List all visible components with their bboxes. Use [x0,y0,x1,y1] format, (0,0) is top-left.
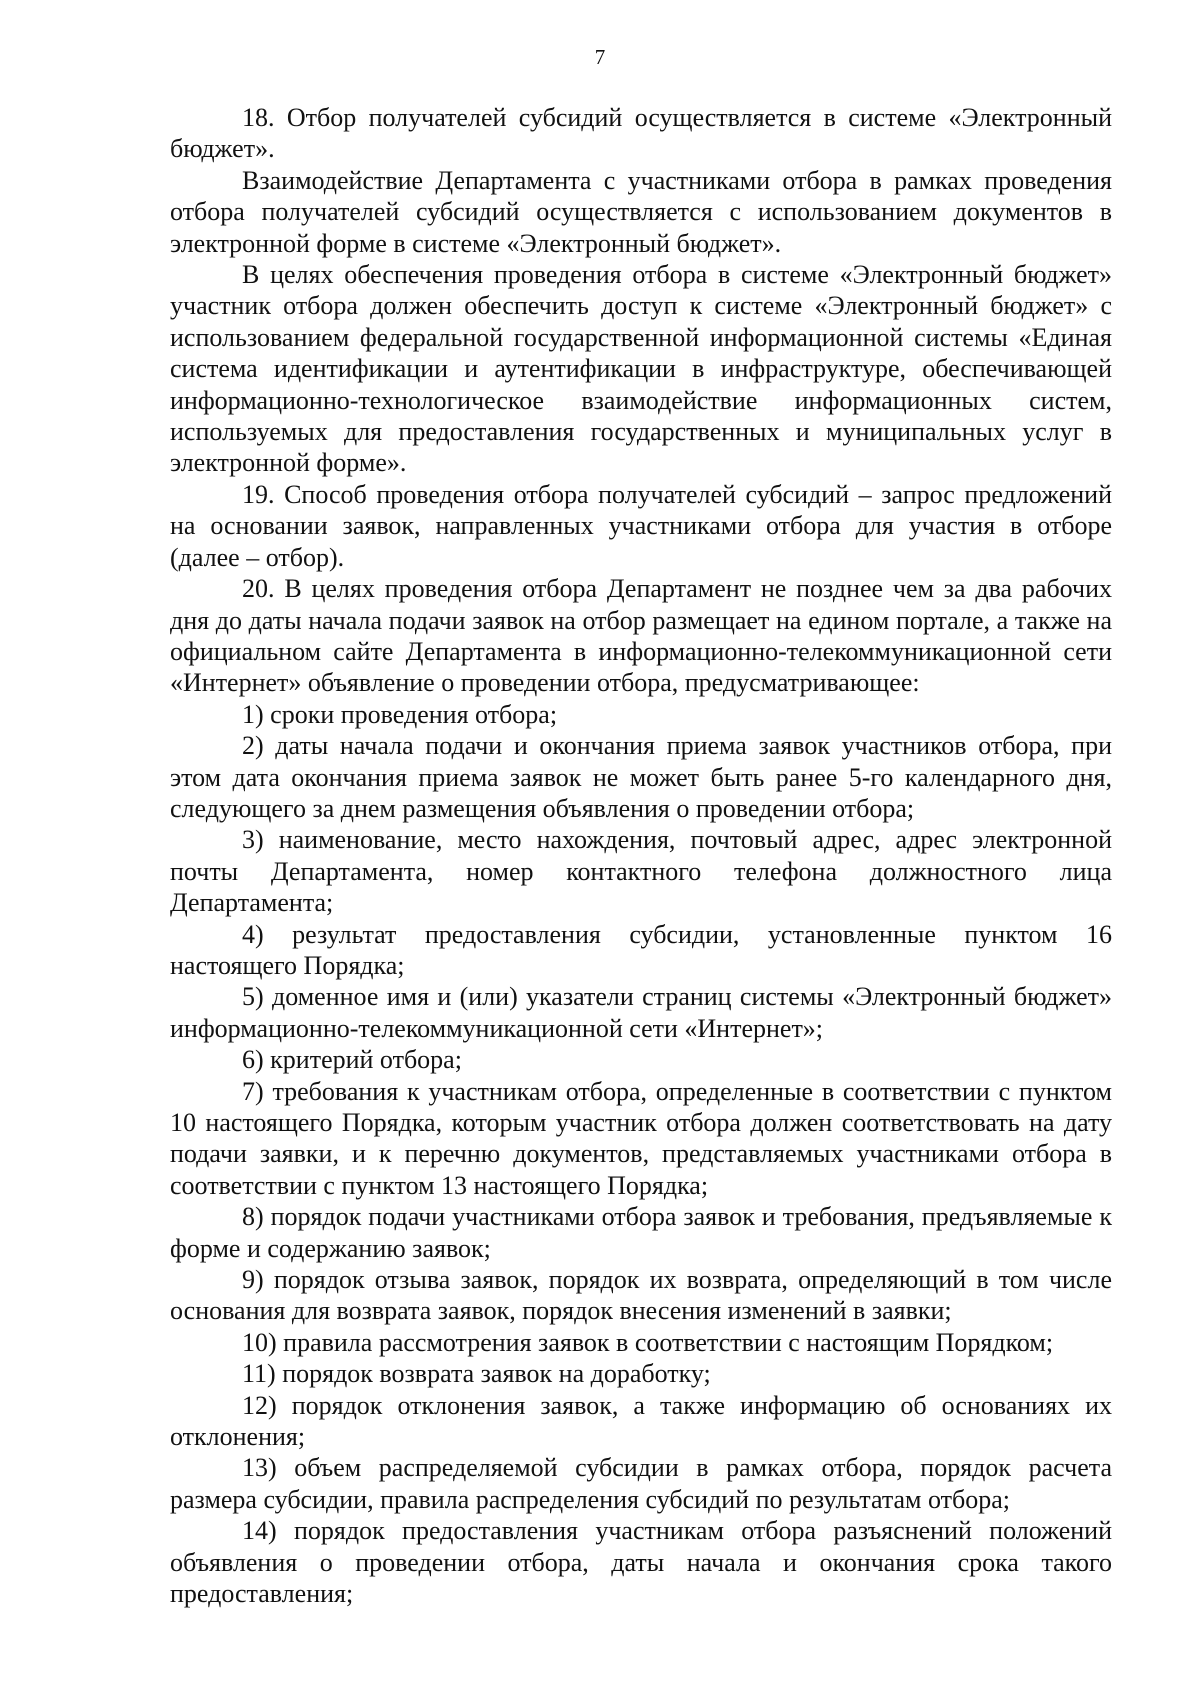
list-item-3: 3) наименование, место нахождения, почтовый адрес, адрес электронной почты Департамента, номер контактного телефона должностного лица Департамента; [170,825,1112,918]
list-item-10: 10) правила рассмотрения заявок в соответствии с настоящим Порядком; [242,1327,1054,1357]
list-item-1: 1) сроки проведения отбора; [242,699,558,729]
list-item-9: 9) порядок отзыва заявок, порядок их возврата, определяющий в том числе основания для возврата заявок, порядок внесения изменений в заявки; [170,1265,1112,1326]
list-item-11: 11) порядок возврата заявок на доработку; [242,1359,711,1389]
list-item-2: 2) даты начала подачи и окончания приема заявок участников отбора, при этом дата окончания приема заявок не может быть ранее 5-го календарного дня, следующего за днем размещения объявления о проведении отбора; [170,731,1112,823]
list-item-4: 4) результат предоставления субсидии, установленные пунктом 16 настоящего Порядка; [170,919,1112,980]
list-item-13: 13) объем распределяемой субсидии в рамках отбора, порядок расчета размера субсидии, правила распределения субсидий по результатам отбора; [170,1453,1112,1514]
paragraph-19: 19. Способ проведения отбора получателей субсидий – запрос предложений на основании заявок, направленных участниками отбора для участия в отборе (далее – отбор). [170,479,1112,572]
paragraph-interaction: Взаимодействие Департамента с участниками отбора в рамках проведения отбора получателей субсидий осуществляется с использованием документов в электронной форме в системе «Электронный бюджет». [170,165,1112,258]
page-number: 7 [594,45,606,69]
document-body [170,102,1112,1610]
list-item-14: 14) порядок предоставления участникам отбора разъяснений положений объявления о проведении отбора, даты начала и окончания срока такого предоставления; [170,1516,1112,1609]
list-item-12: 12) порядок отклонения заявок, а также информацию об основаниях их отклонения; [170,1390,1112,1452]
list-item-6: 6) критерий отбора; [242,1045,462,1075]
paragraph-access: В целях обеспечения проведения отбора в системе «Электронный бюджет» участник отбора должен обеспечить доступ к системе «Электронный бюджет» с использованием федеральной государственной информационной системы «Единая система идентификации и аутентификации в инфраструктуре, обеспечивающей информационно-технологическое взаимодействие информационных систем, используемых для предоставления государственных и муниципальных услуг в электронной форме». [170,260,1112,478]
list-item-5: 5) доменное имя и (или) указатели страниц системы «Электронный бюджет» информационно-телекоммуникационной сети «Интернет»; [170,982,1112,1043]
paragraph-20: 20. В целях проведения отбора Департамент не позднее чем за два рабочих дня до даты начала подачи заявок на отбор размещает на едином портале, а также на официальном сайте Департамента в информационно-телекоммуникационной сети «Интернет» объявление о проведении отбора, предусматривающее: [170,574,1112,698]
list-item-7: 7) требования к участникам отбора, определенные в соответствии с пунктом 10 настоящего Порядка, которым участник отбора должен соответствовать на дату подачи заявки, и к перечню документов, представляемых участниками отбора в соответствии с пунктом 13 настоящего Порядка; [170,1076,1112,1200]
paragraph-18: 18. Отбор получателей субсидий осуществляется в системе «Электронный бюджет». [170,103,1112,164]
list-item-8: 8) порядок подачи участниками отбора заявок и требования, предъявляемые к форме и содержанию заявок; [170,1202,1112,1263]
